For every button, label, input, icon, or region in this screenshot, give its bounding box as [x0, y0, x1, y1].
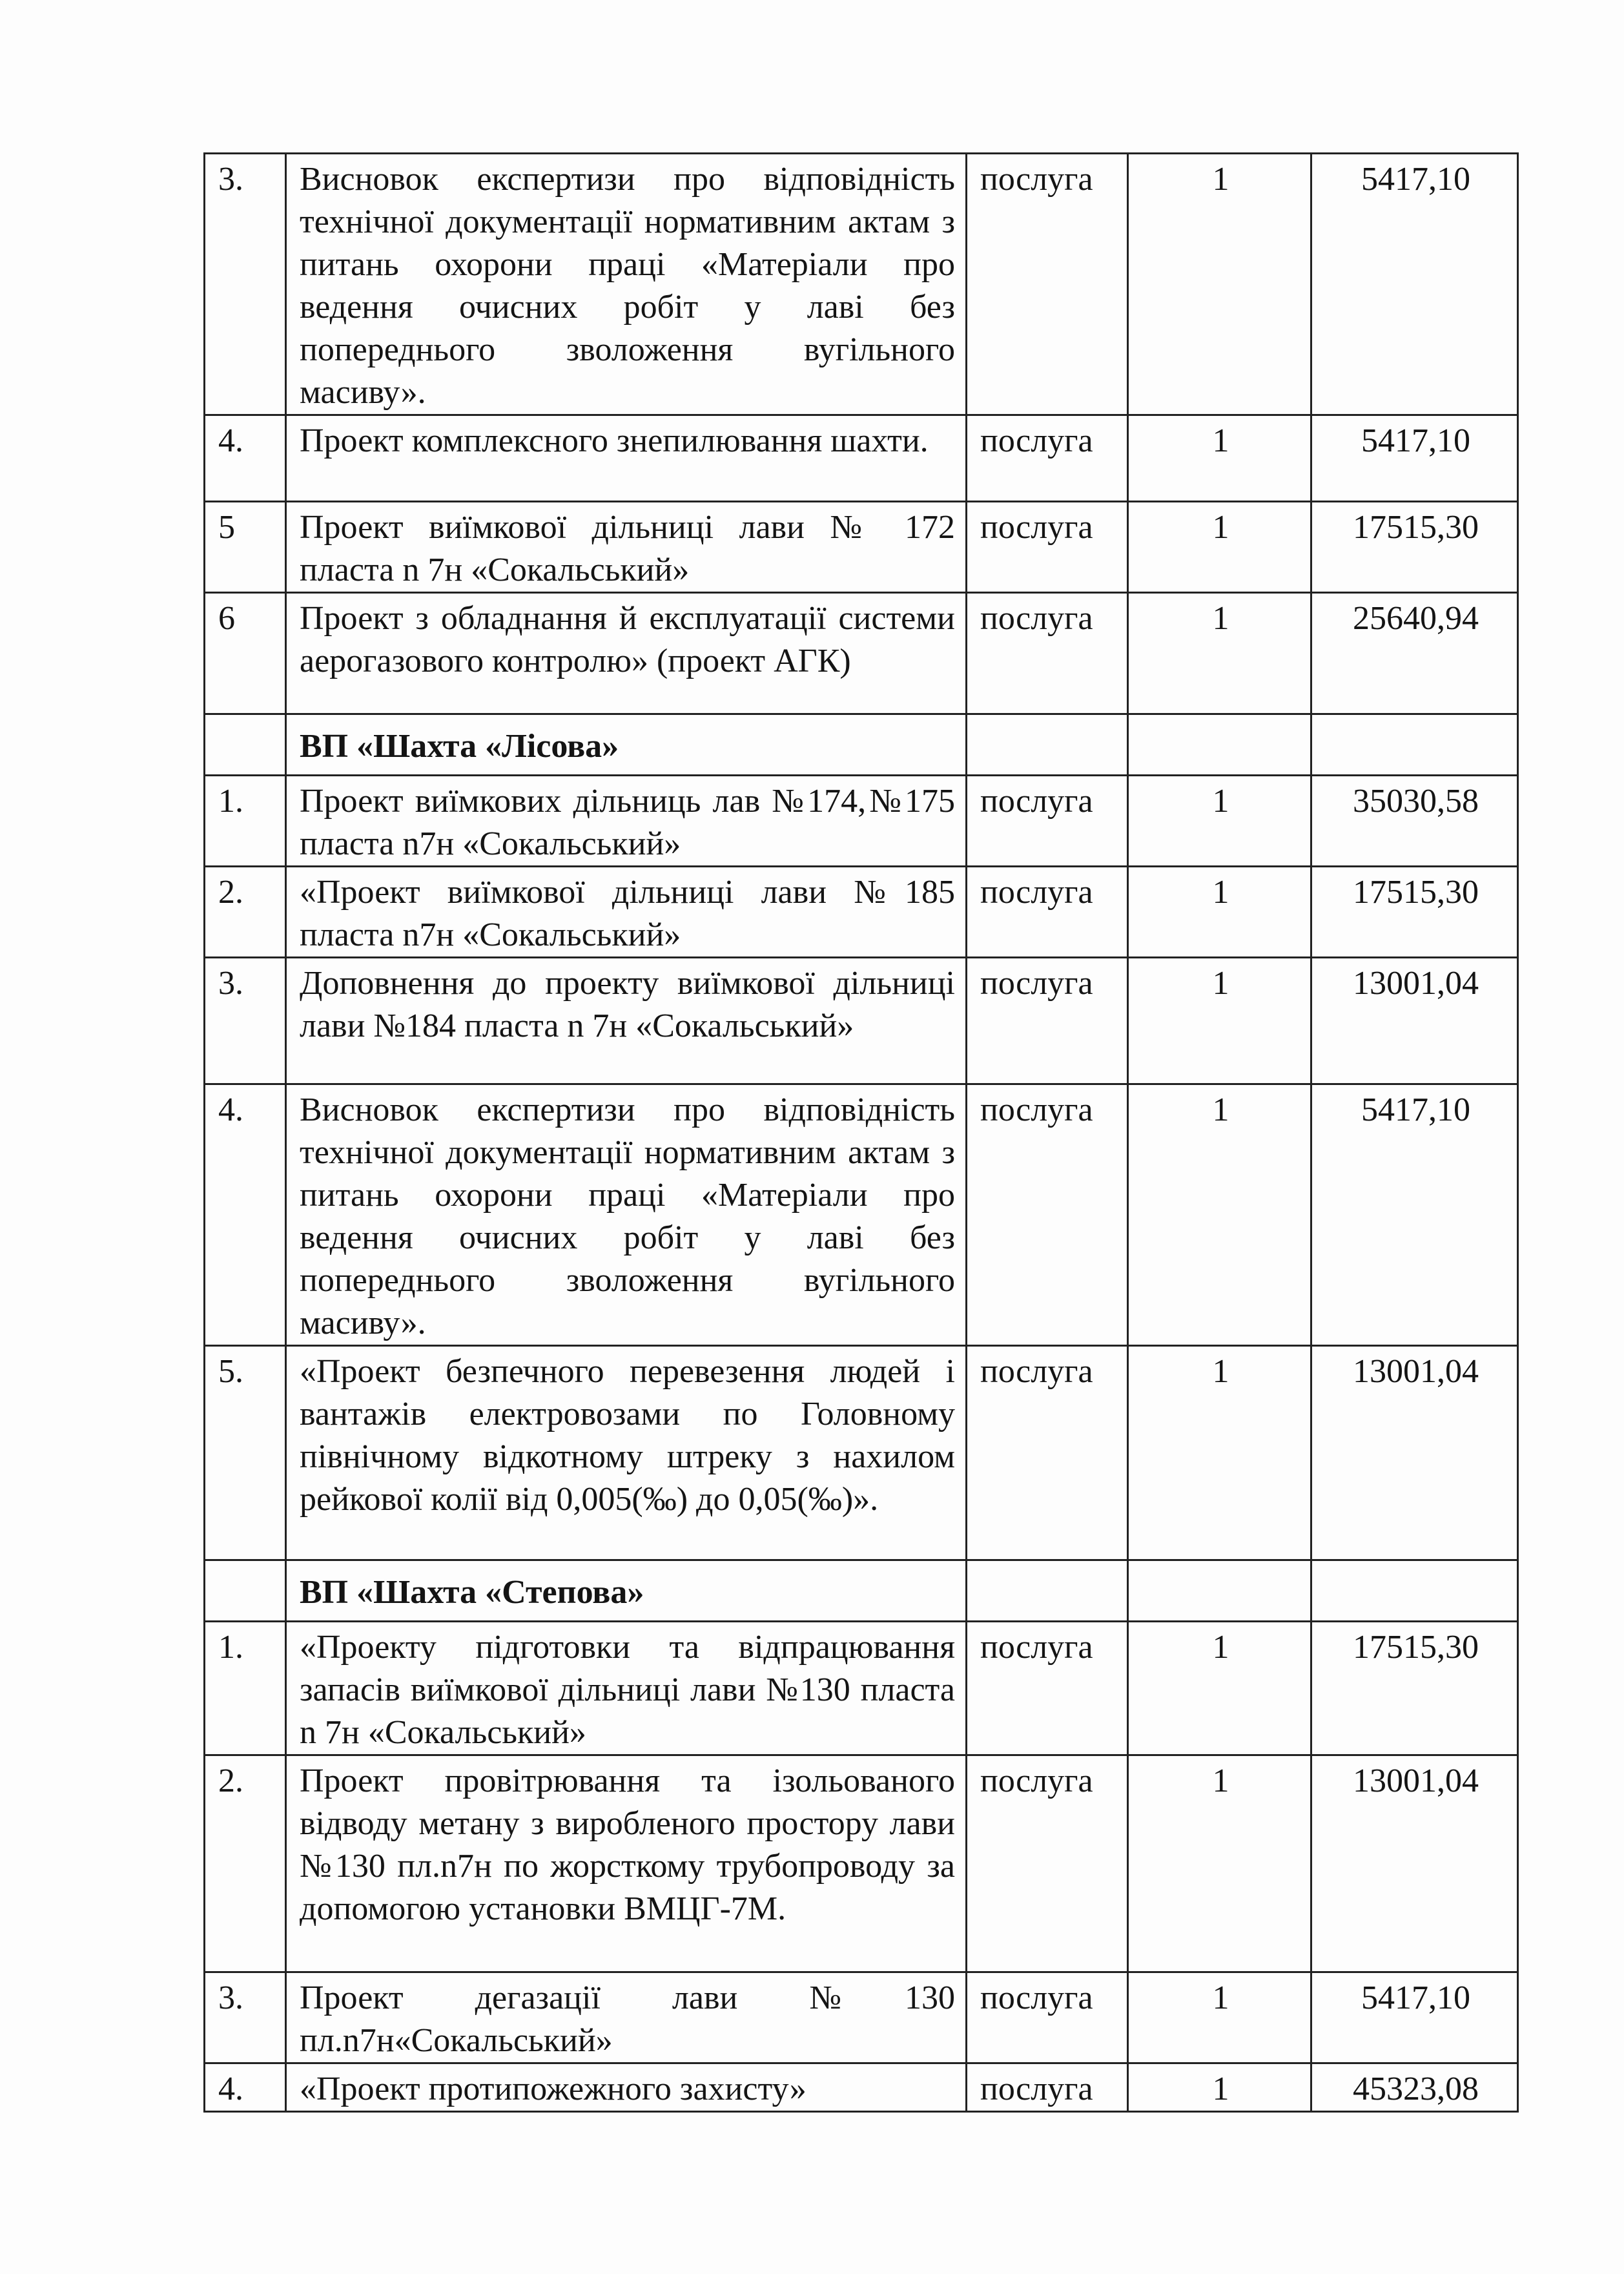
unit-cell: послуга [967, 502, 1128, 593]
empty-cell [205, 1560, 286, 1622]
quantity-cell: 1 [1128, 958, 1311, 1084]
row-number: 4. [205, 1084, 286, 1346]
empty-cell [967, 714, 1128, 776]
unit-cell: послуга [967, 154, 1128, 415]
row-number: 3. [205, 154, 286, 415]
quantity-cell: 1 [1128, 867, 1311, 958]
quantity-cell: 1 [1128, 415, 1311, 502]
row-number: 2. [205, 1755, 286, 1972]
service-name: Висновок експертизи про відповідність технічної документації нормативним актам з питань охорони праці «Матеріали про ведення очисних робіт у лаві без попереднього зволоження вугільного масиву». [286, 154, 967, 415]
row-number: 5 [205, 502, 286, 593]
unit-cell: послуга [967, 415, 1128, 502]
quantity-cell: 1 [1128, 2063, 1311, 2112]
price-cell: 13001,04 [1311, 1346, 1518, 1560]
table-row [205, 415, 1518, 502]
row-number: 2. [205, 867, 286, 958]
row-number: 4. [205, 415, 286, 502]
quantity-cell: 1 [1128, 1084, 1311, 1346]
unit-cell: послуга [967, 2063, 1128, 2112]
table-row [205, 154, 1518, 415]
unit-cell: послуга [967, 593, 1128, 714]
empty-cell [1311, 714, 1518, 776]
row-number: 5. [205, 1346, 286, 1560]
price-cell: 5417,10 [1311, 1084, 1518, 1346]
section-title: ВП «Шахта «Лісова» [286, 714, 967, 776]
price-cell: 17515,30 [1311, 1622, 1518, 1755]
quantity-cell: 1 [1128, 502, 1311, 593]
price-cell: 5417,10 [1311, 1972, 1518, 2063]
section-title: ВП «Шахта «Степова» [286, 1560, 967, 1622]
section-row [205, 1560, 1518, 1622]
empty-cell [1128, 714, 1311, 776]
service-name: Проект провітрювання та ізольованого відводу метану з виробленого простору лави №130 пл.n7н по жорсткому трубопроводу за допомогою установки ВМЦГ-7М. [286, 1755, 967, 1972]
table-row [205, 1755, 1518, 1972]
row-number: 6 [205, 593, 286, 714]
service-name: «Проект виїмкової дільниці лави №185 пласта n7н «Сокальський» [286, 867, 967, 958]
price-cell: 17515,30 [1311, 867, 1518, 958]
unit-cell: послуга [967, 776, 1128, 867]
empty-cell [967, 1560, 1128, 1622]
service-name: Висновок експертизи про відповідність технічної документації нормативним актам з питань охорони праці «Матеріали про ведення очисних робіт у лаві без попереднього зволоження вугільного масиву». [286, 1084, 967, 1346]
table-row [205, 1346, 1518, 1560]
unit-cell: послуга [967, 958, 1128, 1084]
quantity-cell: 1 [1128, 1346, 1311, 1560]
price-cell: 5417,10 [1311, 154, 1518, 415]
unit-cell: послуга [967, 1084, 1128, 1346]
row-number: 4. [205, 2063, 286, 2112]
service-name: «Проекту підготовки та відпрацювання запасів виїмкової дільниці лави №130 пласта n 7н «Сокальський» [286, 1622, 967, 1755]
unit-cell: послуга [967, 1972, 1128, 2063]
price-cell: 25640,94 [1311, 593, 1518, 714]
section-row [205, 714, 1518, 776]
service-name: Проект дегазації лави №130 пл.n7н«Сокальський» [286, 1972, 967, 2063]
table-row [205, 593, 1518, 714]
quantity-cell: 1 [1128, 1972, 1311, 2063]
unit-cell: послуга [967, 1755, 1128, 1972]
quantity-cell: 1 [1128, 1622, 1311, 1755]
empty-cell [1311, 1560, 1518, 1622]
table-row [205, 1972, 1518, 2063]
table-row [205, 502, 1518, 593]
service-name: Доповнення до проекту виїмкової дільниці лави №184 пласта n 7н «Сокальський» [286, 958, 967, 1084]
row-number: 3. [205, 1972, 286, 2063]
quantity-cell: 1 [1128, 776, 1311, 867]
price-cell: 45323,08 [1311, 2063, 1518, 2112]
service-name: Проект виїмкової дільниці лави № 172 пласта n 7н «Сокальський» [286, 502, 967, 593]
table-row [205, 776, 1518, 867]
price-cell: 5417,10 [1311, 415, 1518, 502]
service-name: Проект з обладнання й експлуатації системи аерогазового контролю» (проект АГК) [286, 593, 967, 714]
table-row [205, 867, 1518, 958]
quantity-cell: 1 [1128, 154, 1311, 415]
table-row [205, 958, 1518, 1084]
price-cell: 13001,04 [1311, 1755, 1518, 1972]
empty-cell [205, 714, 286, 776]
empty-cell [1128, 1560, 1311, 1622]
row-number: 1. [205, 776, 286, 867]
table-row [205, 1622, 1518, 1755]
price-cell: 35030,58 [1311, 776, 1518, 867]
table-row [205, 1084, 1518, 1346]
unit-cell: послуга [967, 867, 1128, 958]
price-cell: 17515,30 [1311, 502, 1518, 593]
unit-cell: послуга [967, 1622, 1128, 1755]
quantity-cell: 1 [1128, 1755, 1311, 1972]
service-name: Проект комплексного знепилювання шахти. [286, 415, 967, 502]
service-name: Проект виїмкових дільниць лав №174,№175 пласта n7н «Сокальський» [286, 776, 967, 867]
quantity-cell: 1 [1128, 593, 1311, 714]
price-cell: 13001,04 [1311, 958, 1518, 1084]
row-number: 1. [205, 1622, 286, 1755]
service-name: «Проект протипожежного захисту» [286, 2063, 967, 2112]
service-name: «Проект безпечного перевезення людей і вантажів електровозами по Головному північному відкотному штреку з нахилом рейкової колії від 0,005(‰) до 0,05(‰)». [286, 1346, 967, 1560]
row-number: 3. [205, 958, 286, 1084]
table-row [205, 2063, 1518, 2112]
services-table [203, 152, 1519, 2113]
unit-cell: послуга [967, 1346, 1128, 1560]
